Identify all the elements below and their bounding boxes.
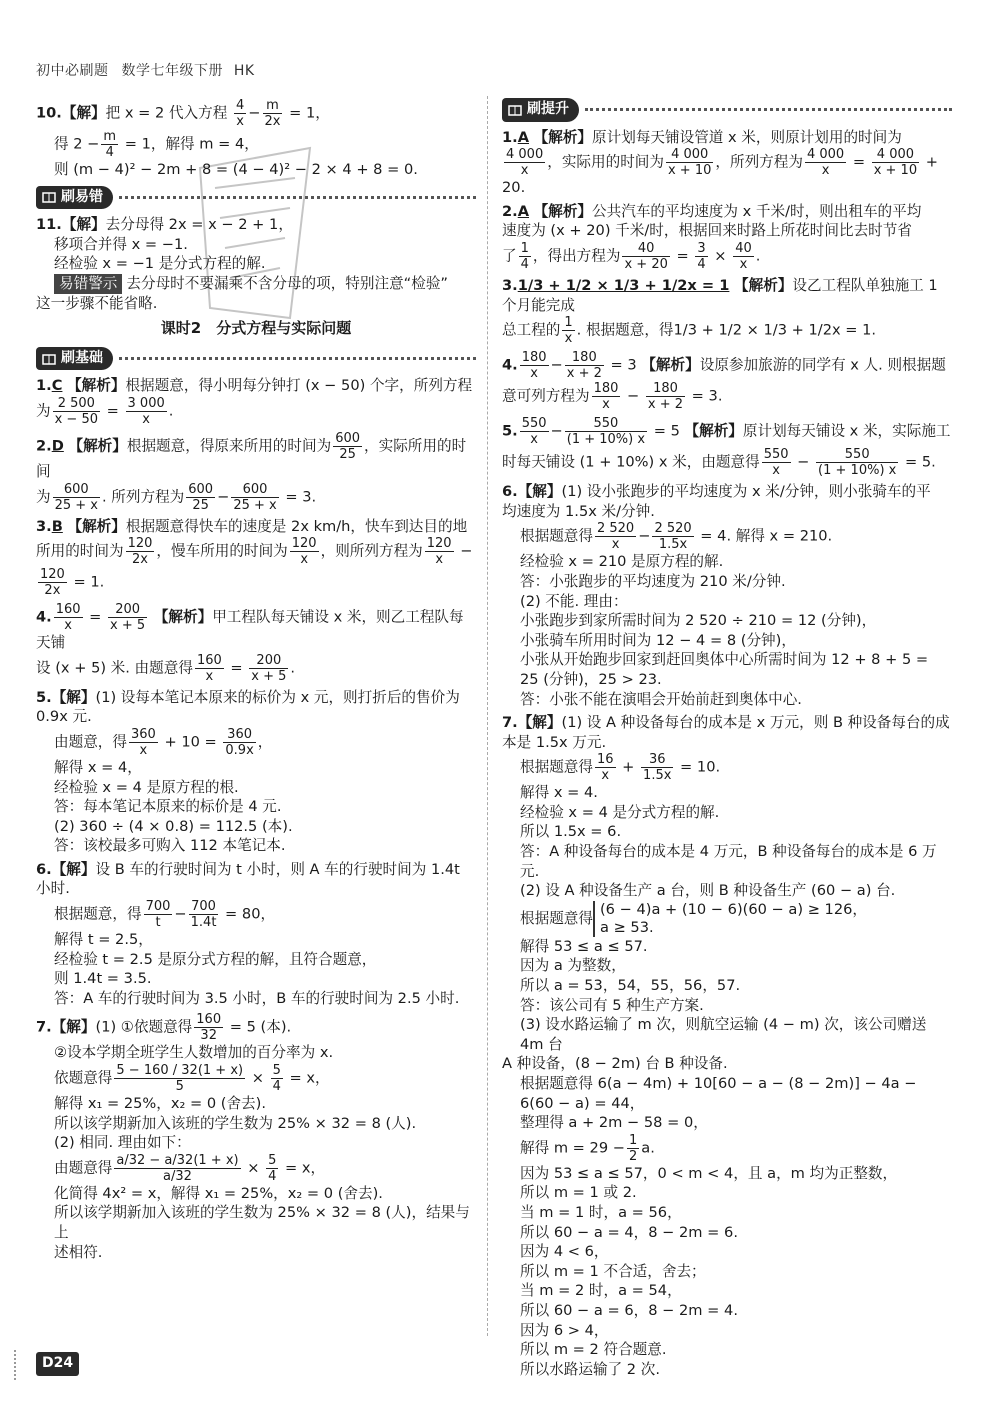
fraction: $\frac{550}{(1 + 10\%) x}$ <box>566 416 646 448</box>
fraction: $\frac{4 000}{x + 10}$ <box>873 147 918 179</box>
fraction: $\frac{200}{x + 5}$ <box>110 602 146 634</box>
fraction: $\frac{200}{x + 5}$ <box>251 652 287 684</box>
fraction: $\frac{120}{2x}$ <box>40 567 65 599</box>
fraction: $\frac{2 520}{x}$ <box>596 521 635 553</box>
fraction: $\frac{160}{x}$ <box>55 602 81 634</box>
fraction: $\frac{360}{x}$ <box>130 726 156 758</box>
fraction: $\frac{4 000}{x + 10}$ <box>667 147 712 179</box>
question-10: 10.【解】把 x = 2 代入方程 $\frac{4}{x}$ − $\frac{m}{2x}$ = 1， 得 2 − $\frac{m}{4}$ = 1，解得 m = 4， 则 (m − 4)² − 2m + 8 = (4 − 4)² − 2 × 4 + 8 = 0. <box>36 98 476 180</box>
fraction: $\frac{4 000}{x}$ <box>506 147 544 179</box>
text: 移项合并得 x = −1. <box>54 235 188 253</box>
fraction: $\frac{180}{x}$ <box>593 381 619 413</box>
compound-fraction: $\frac{5 - 160 / 32(1 + x)}{5}$ <box>116 1063 244 1095</box>
question-number: 10. <box>36 104 62 122</box>
text: 经检验 x = −1 是分式方程的解. <box>54 255 266 273</box>
column-divider <box>487 96 488 1336</box>
lesson-title: 课时2 分式方程与实际问题 <box>160 319 352 338</box>
basic-6: 6.【解】设 B 车的行驶时间为 t 小时，则 A 车的行驶时间为 1.4t 小时. 根据题意，得 $\frac{700}{t}$ − $\frac{700}{1.4t}$ = 80， 解得 t = 2.5， 经检验 t = 2.5 是原分式方程的解，且符合题意， 则 1.4t = 3.5. 答：A 车的行驶时间为 3.5 小时，B 车的行驶时间为 2.5 小时. <box>36 860 460 1007</box>
fraction: $\frac{4}{x}$ <box>235 98 245 129</box>
fraction: $\frac{160}{32}$ <box>196 1012 222 1044</box>
basic-5: 5.【解】(1) 设每本笔记本原来的标价为 x 元，则打折后的售价为 0.9x 元. 由题意，得 $\frac{360}{x}$ + 10 = $\frac{360}{0.9x}$ ， 解得 x = 4， 经检验 x = 4 是原方程的根. 答：每本笔记本原来的标价是 4 元. (2) 360 ÷ (4 × 0.8) = 112.5 (本). 答：该校最多可购入 112 本笔记本. <box>36 688 460 855</box>
left-column <box>36 98 476 1266</box>
fraction: $\frac{m}{2x}$ <box>264 98 281 129</box>
advanced-2: 2.A 【解析】公共汽车的平均速度为 x 千米/时，则出租车的平均 速度为 (x + 20) 千米/时，根据回来时路上所花时间比去时节省 了 $\frac{1}{4}$ ，得出方程为 $\frac{40}{x + 20}$ = $\frac{3}{4}$ × $\frac{40}{x}$ . <box>502 202 922 272</box>
series-title: 初中必刷题 <box>36 63 109 79</box>
fraction: $\frac{4 000}{x}$ <box>806 147 845 179</box>
fraction: $\frac{180}{x}$ <box>521 350 547 382</box>
advanced-4: 4. $\frac{180}{x}$ − $\frac{180}{x + 2}$ = 3 【解析】设原参加旅游的同学有 x 人. 则根据题 意可列方程为 $\frac{180}{x}$ − $\frac{180}{x + 2}$ = 3. <box>502 350 946 413</box>
fraction: $\frac{550}{(1 + 10\%) x}$ <box>818 447 897 479</box>
advanced-5: 5. $\frac{550}{x}$ − $\frac{550}{(1 + 10\%) x}$ = 5 【解析】原计划每天铺设 x 米，实际施工 时每天铺设 (1 + 10%) x 米，由题意得 $\frac{550}{x}$ − $\frac{550}{(1 + 10\%) x}$ = 5. <box>502 416 951 479</box>
solution-tag: 【解】 <box>61 104 106 122</box>
fraction: $\frac{16}{x}$ <box>596 752 614 784</box>
fraction: $\frac{120}{x}$ <box>426 536 452 568</box>
text: 把 x = 2 代入方程 <box>105 104 228 122</box>
book-title: 数学七年级下册 <box>121 63 223 79</box>
page-header <box>36 62 255 82</box>
book-icon <box>42 352 56 366</box>
fraction: $\frac{360}{0.9x}$ <box>225 726 254 758</box>
inequality-system: (6 − 4)a + (10 − 6)(60 − a) ≥ 126， a ≥ 53. <box>593 901 867 937</box>
question-11: 11.【解】去分母得 2x = x − 2 + 1， 移项合并得 x = −1. 经检验 x = −1 是分式方程的解. 易错警示 去分母时不要漏乘不含分母的项，特别注意“检验” 这一步骤不能省略. <box>36 215 476 313</box>
fraction: $\frac{2 520}{1.5x}$ <box>654 521 692 553</box>
fraction: $\frac{5}{4}$ <box>268 1152 277 1184</box>
fraction: $\frac{550}{x}$ <box>763 447 789 479</box>
book-icon <box>508 103 522 117</box>
fraction: $\frac{600}{25}$ <box>188 481 214 513</box>
fraction: $\frac{600}{25 + x}$ <box>233 481 277 513</box>
edition-label: HK <box>233 63 255 79</box>
fraction: $\frac{120}{x}$ <box>291 536 317 568</box>
basic-3: 3.B 【解析】根据题意得快车的速度是 2x km/h，快车到达目的地 所用的时间为 $\frac{120}{2x}$ ，慢车所用的时间为 $\frac{120}{x}$ ，则所列方程为 $\frac{120}{x}$ − $\frac{120}{2x}$ = 1. <box>36 517 473 599</box>
compound-fraction: $\frac{a/32 - a/32(1 + x)}{a/32}$ <box>116 1152 239 1184</box>
fraction: $\frac{1}{x}$ <box>564 315 573 347</box>
section-header-yicuo: 刷易错 <box>36 186 476 210</box>
advanced-6: 6.【解】(1) 设小张跑步的平均速度为 x 米/分钟，则小张骑车的平 均速度为 1.5x 米/分钟. 根据题意得 $\frac{2 520}{x}$ − $\frac{2 520}{1.5x}$ = 4. 解得 x = 210. 经检验 x = 210 是原方程的解. 答：小张跑步的平均速度为 210 米/分钟. (2) 不能. 理由： 小张跑步到家所需时间为 2 520 ÷ 210 = 12 (分钟)， 小张骑车所用时间为 12 − 4 = 8 (分钟)， 小张从开始跑步回家到赶回奥体中心所需时间为 12 + 8 + 5 = 25 (分钟)，25 > 23. 答：小张不能在演唱会开始前赶到奥体中心. <box>502 483 931 708</box>
fraction: $\frac{3 000}{x}$ <box>127 395 165 427</box>
text: 则 (m − 4)² − 2m + 8 = (4 − 4)² − 2 × 4 + 8 = 0. <box>54 161 418 178</box>
fraction: $\frac{1}{4}$ <box>520 240 529 272</box>
fraction: $\frac{3}{4}$ <box>697 240 706 272</box>
advanced-3: 3.1/3 + 1/2 × 1/3 + 1/2x = 1 【解析】设乙工程队单独施工 1 个月能完成 总工程的 $\frac{1}{x}$ . 根据题意，得1/3 + 1/2 × 1/3 + 1/2x = 1. <box>502 276 938 347</box>
section-header-tisheng: 刷提升 <box>502 98 952 122</box>
page-number: D24 <box>36 1352 79 1376</box>
fraction: $\frac{m}{4}$ <box>103 129 117 160</box>
section-header-jichu: 刷基础 <box>36 347 476 371</box>
page-corner-dots <box>14 1350 34 1380</box>
fraction: $\frac{550}{x}$ <box>521 416 547 448</box>
book-icon <box>42 190 56 204</box>
basic-1: 1.C 【解析】根据题意，得小明每分钟打 (x − 50) 个字，所列方程 为 $\frac{2 500}{x - 50}$ = $\frac{3 000}{x}$ . <box>36 377 473 427</box>
fraction: $\frac{120}{2x}$ <box>127 536 153 568</box>
right-column <box>502 98 952 1383</box>
fraction: $\frac{40}{x}$ <box>735 240 752 272</box>
fraction: $\frac{1}{2}$ <box>629 1132 638 1164</box>
fraction: $\frac{5}{4}$ <box>272 1063 281 1095</box>
warning-badge: 易错警示 <box>54 274 122 294</box>
fraction: $\frac{2 500}{x - 50}$ <box>54 395 99 427</box>
fraction: $\frac{600}{25 + x}$ <box>54 481 99 513</box>
fraction: $\frac{700}{t}$ <box>145 899 171 931</box>
fraction: $\frac{700}{1.4t}$ <box>190 899 217 931</box>
fraction: $\frac{180}{x + 2}$ <box>647 381 684 413</box>
text: 这一步骤不能省略. <box>36 294 158 312</box>
advanced-7: 7.【解】(1) 设 A 种设备每台的成本是 x 万元，则 B 种设备每台的成 本是 1.5x 万元. 根据题意得 $\frac{16}{x}$ + $\frac{36}{1.5x}$ = 10. 解得 x = 4. 经检验 x = 4 是分式方程的解. 所以 1.5x = 6. 答：A 种设备每台的成本是 4 万元，B 种设备每台的成本是 6 万元. (2) 设 A 种设备生产 a 台，则 B 种设备生产 (60 − a) 台. 根据题意得 (6 − 4)a + (10 − 6)(60 − a) ≥ 126， a ≥ 53. 解得 53 ≤ a ≤ 57. 因为 a 为整数， 所以 a = 53，54，55，56，57. 答：该公司有 5 种生产方案. (3) 设水路运输了 m 次，则航空运输 (4 − m) 次，该公司赠送 4m 台 A 种设备，(8 − 2m) 台 B 种设备. 根据题意得 6(a − 4m) + 10[60 − a − (8 − 2m)] − 4a − 6(60 − a) = 44， 整理得 a + 2m − 58 = 0， 解得 m = 29 − $\frac{1}{2}$ a. 因为 53 ≤ a ≤ 57，0 < m < 4，且 a，m 均为正整数， 所以 m = 1 或 2. 当 m = 1 时，a = 56， 所以 60 − a = 4，8 − 2m = 6. 因为 4 < 6， 所以 m = 1 不合适，舍去； 当 m = 2 时，a = 54， 所以 60 − a = 6，8 − 2m = 4. 因为 6 > 4， 所以 m = 2 符合题意. 所以水路运输了 2 次. <box>502 714 950 1378</box>
fraction: $\frac{160}{x}$ <box>196 652 222 684</box>
fraction: $\frac{40}{x + 20}$ <box>624 240 668 272</box>
fraction: $\frac{36}{1.5x}$ <box>643 752 672 784</box>
basic-4: 4. $\frac{160}{x}$ = $\frac{200}{x + 5}$ 【解析】甲工程队每天铺设 x 米，则乙工程队每天铺 设 (x + 5) 米. 由题意得 $\frac{160}{x}$ = $\frac{200}{x + 5}$ . <box>36 602 464 684</box>
advanced-1: 1.A 【解析】原计划每天铺设管道 x 米，则原计划用的时间为 $\frac{4 000}{x}$ ，实际用的时间为 $\frac{4 000}{x + 10}$ ，所列方程为 $\frac{4 000}{x}$ = $\frac{4 000}{x + 10}$ + 20. <box>502 128 938 197</box>
fraction: $\frac{180}{x + 2}$ <box>566 350 602 382</box>
basic-7: 7.【解】(1) ①依题意得 $\frac{160}{32}$ = 5 (本). ②设本学期全班学生人数增加的百分率为 x. 依题意得 $\frac{5 - 160 / 32(1 + x)}{5}$ × $\frac{5}{4}$ = x， 解得 x₁ = 25%，x₂ = 0 (舍去). 所以该学期新加入该班的学生数为 25% × 32 = 8 (人). (2) 相同. 理由如下： 由题意得 $\frac{a/32 - a/32(1 + x)}{a/32}$ × $\frac{5}{4}$ = x， 化简得 4x² = x，解得 x₁ = 25%，x₂ = 0 (舍去). 所以该学期新加入该班的学生数为 25% × 32 = 8 (人)，结果与上 述相符. <box>36 1012 470 1261</box>
fraction: $\frac{600}{25}$ <box>335 430 361 462</box>
basic-2: 2.D 【解析】根据题意，得原来所用的时间为 $\frac{600}{25}$ ，实际所用的时间 为 $\frac{600}{25 + x}$ . 所列方程为 $\frac{600}{25}$ − $\frac{600}{25 + x}$ = 3. <box>36 430 467 513</box>
